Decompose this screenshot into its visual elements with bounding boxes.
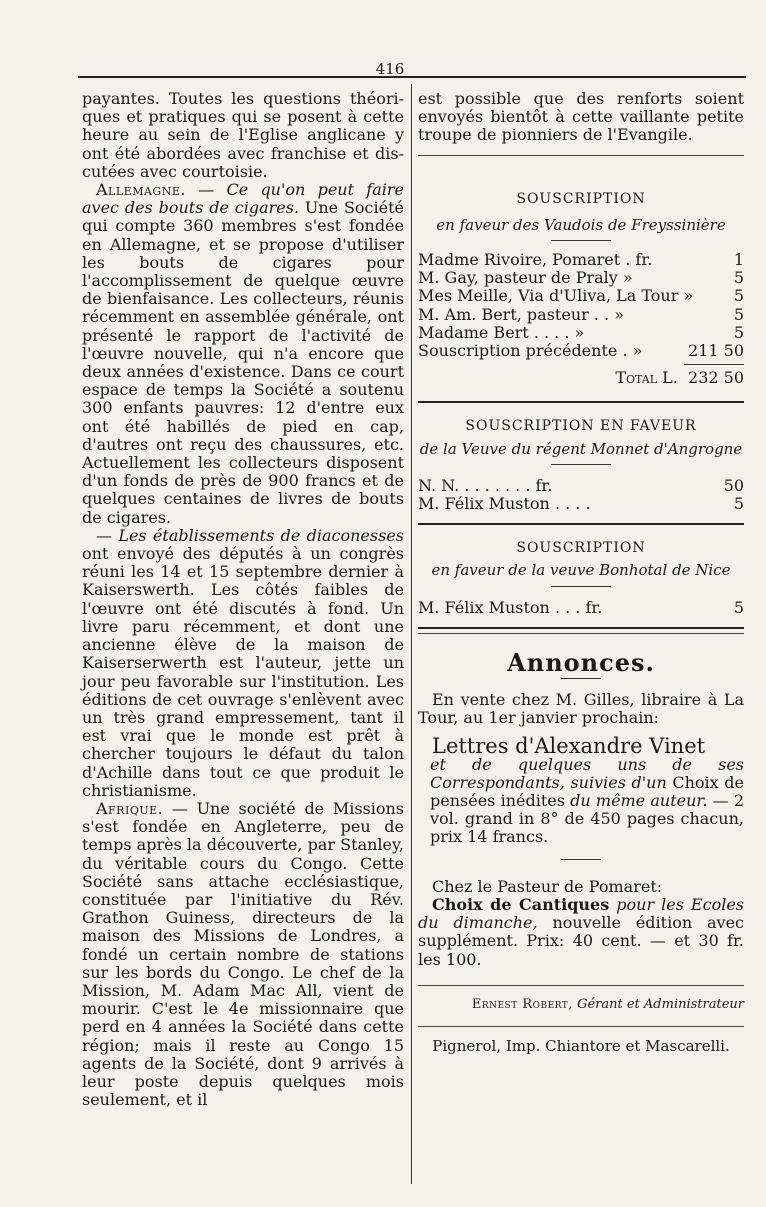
allemagne-heading: Allemagne. [96, 180, 186, 200]
souscription1-heading: SOUSCRIPTION [516, 190, 646, 207]
list-item: Madame Bert . . . . » 5 [418, 322, 744, 342]
list-item: N. N. . . . . . . . fr. 50 [418, 475, 744, 495]
right-column [418, 90, 744, 1055]
afrique-body: Une société de Missions s'est fondée en Angleterre, peu de temps après la découverte, par Stanley, du véritable cours du Congo. Cette Société sans attache ecclésiastique, constituée par l'initiative du Rév. Grathon Guiness, directeurs de la maison des Missions de Londres, a fondé un certain nombre de stations sur les bords du Congo. Le chef de la Mission, M. Adam Mac All, vient de mourir. C'est le 4e missionnaire que perd en 4 années la Société dans cette région; mais il reste au Congo 15 agents de la Société, dont 9 arrivés à leur poste depuis quelques mois seulement, et il [82, 798, 405, 1110]
souscription1-list [418, 251, 744, 360]
book-title: Lettres d'Alexandre Vinet [432, 734, 706, 759]
allemagne-title: Ce qu'on peut faire avec des bouts de cigares. [82, 180, 404, 218]
list-item: M. Félix Muston . . . . 5 [418, 494, 744, 514]
afrique-paragraph: Afrique. — Une société de Missions s'est fondée en Angleterre, peu de temps après la découverte, par Stanley, du véritable cours du Congo. Cette Société sans attache ecclésiastique, constituée par l'initiative du Rév. Grathon Guiness, directeurs de la maison des Missions de Londres, a fondé un certain nombre de stations sur les bords du Congo. Le chef de la Mission, M. Adam Mac All, vient de mourir. C'est le 4e missionnaire que perd en 4 années la Société dans cette région; mais il reste au Congo 15 agents de la Société, dont 9 arrivés à leur poste depuis quelques mois seulement, et il [82, 798, 405, 1110]
annonces-intro: En vente chez M. Gilles, libraire à La Tour, au 1er janvier prochain: [418, 690, 744, 728]
gerant-line: Ernest Robert, Gérant et Administrateur [471, 996, 744, 1012]
list-item: M. Gay, pasteur de Praly » 5 [418, 268, 744, 288]
list-item: Mes Meille, Via d'Uliva, La Tour » 5 [418, 286, 744, 306]
second-intro: Chez le Pasteur de Pomaret: [432, 876, 663, 896]
allemagne-body: Une Société qui compte 360 membres s'est fondée en Allemagne, et se propose d'utiliser les bouts de cigares pour l'accomplissement de quelque œuvre de bienfaisance. Les collecteurs, réunis récemment en assemblée générale, ont présenté le rapport de l'activité de l'œuvre nouvelle, qui n'a encore que deux années d'existence. Dans ce court espace de temps la Société a soutenu 300 enfants pauvres: 12 d'entre eux ont été habillés de pied en cap, d'autres ont reçu des chaussures, etc. Actuellement les collecteurs disposent d'un fonds de près de 900 francs et de quelques centaines de livres de bouts de cigares. [82, 198, 404, 527]
list-item: M. Félix Muston . . . fr. 5 [418, 597, 744, 617]
right-intro: est possible que des renforts soient envoyés bientôt à cette vaillante petite troupe de pionniers de l'Evangile. [418, 89, 744, 145]
allemagne-paragraph: Allemagne. — Ce qu'on peut faire avec des bouts de cigares. Une Société qui compte 360 membres s'est fondée en Allemagne, et se propose d'utiliser les bouts de cigares pour l'accomplissement de quelque œuvre de bienfaisance. Les collecteurs, réunis récemment en assemblée générale, ont présenté le rapport de l'activité de l'œuvre nouvelle, qui n'a encore que deux années d'existence. Dans ce court espace de temps la Société a soutenu 300 enfants pauvres: 12 d'entre eux ont été habillés de pied en cap, d'autres ont reçu des chaussures, etc. Actuellement les collecteurs disposent d'un fonds de près de 900 francs et de quelques centaines de livres de bouts de cigares. [82, 180, 404, 527]
printer-line: Pignerol, Imp. Chiantore et Mascarelli. [432, 1036, 730, 1055]
page-number: 416 [375, 60, 405, 78]
annonces-title: Annonces. [507, 647, 655, 677]
souscription1-total: Total L. 232 50 [615, 368, 744, 388]
souscription3-heading: SOUSCRIPTION [516, 540, 646, 557]
cantiques-ad: Choix de Cantiques pour les Ecoles du dimanche, nouvelle édition avec supplément. Prix: 40 cent. — et 30 fr. les 100. [418, 894, 745, 969]
souscription3-subtitle: en faveur de la veuve Bonhotal de Nice [431, 561, 731, 580]
column-divider [411, 84, 412, 1184]
list-item: Madme Rivoire, Pomaret . fr. 1 [418, 250, 744, 270]
souscription2-subtitle: de la Veuve du régent Monnet d'Angrogne [419, 439, 743, 458]
intro-paragraph: payantes. Toutes les questions théori- ques et pratiques qui se posent à cette heure au sein de l'Eglise anglicane y ont été abordées avec franchise et dis- cutées avec courtoisie. [82, 89, 404, 181]
book-description: et de quelques uns de ses Correspondants, suivies d'un Choix de pensées inédites du même auteur. — 2 vol. grand in 8° de 450 pages chacun, prix 14 francs. [430, 754, 744, 847]
diaconesses-title: Les établissements de diaconesses [118, 525, 404, 545]
souscription2-heading: SOUSCRIPTION EN FAVEUR [465, 418, 697, 435]
top-rule [78, 76, 746, 78]
souscription2-list [418, 477, 744, 513]
diaconesses-paragraph: — Les établissements de diaconesses ont envoyé des députés à un congrès réuni les 14 et 15 septembre dernier à Kaiserswerth. Les côtés faibles de l'œuvre ont été discutés à fond. Un livre paru récemment, et dont une ancienne élève de la maison de Kaiserserwerth est l'auteur, jette un jour peu favorable sur l'institution. Les éditions de cet ouvrage s'enlèvent avec un très grand empressement, tant il est vrai que le monde est prêt à chercher toujours le défaut du talon d'Achille dans tout ce que produit le christianisme. [82, 525, 404, 800]
afrique-heading: Afrique. [96, 798, 164, 818]
left-column [82, 90, 404, 1109]
list-item: M. Am. Bert, pasteur . . » 5 [418, 304, 744, 324]
souscription1-subtitle: en faveur des Vaudois de Freyssinière [436, 215, 726, 234]
list-item: Souscription précédente . » 211 50 [418, 341, 744, 361]
diaconesses-body: ont envoyé des députés à un congrès réuni les 14 et 15 septembre dernier à Kaiserswerth. Les côtés faibles de l'œuvre ont été discutés à fond. Un livre paru récemment, et dont une ancienne élève de la maison de Kaiserserwerth est l'auteur, jette un jour peu favorable sur l'institution. Les éditions de cet ouvrage s'enlèvent avec un très grand empressement, tant il est vrai que le monde est prêt à chercher toujours le défaut du talon d'Achille dans tout ce que produit le christianisme. [82, 544, 404, 800]
